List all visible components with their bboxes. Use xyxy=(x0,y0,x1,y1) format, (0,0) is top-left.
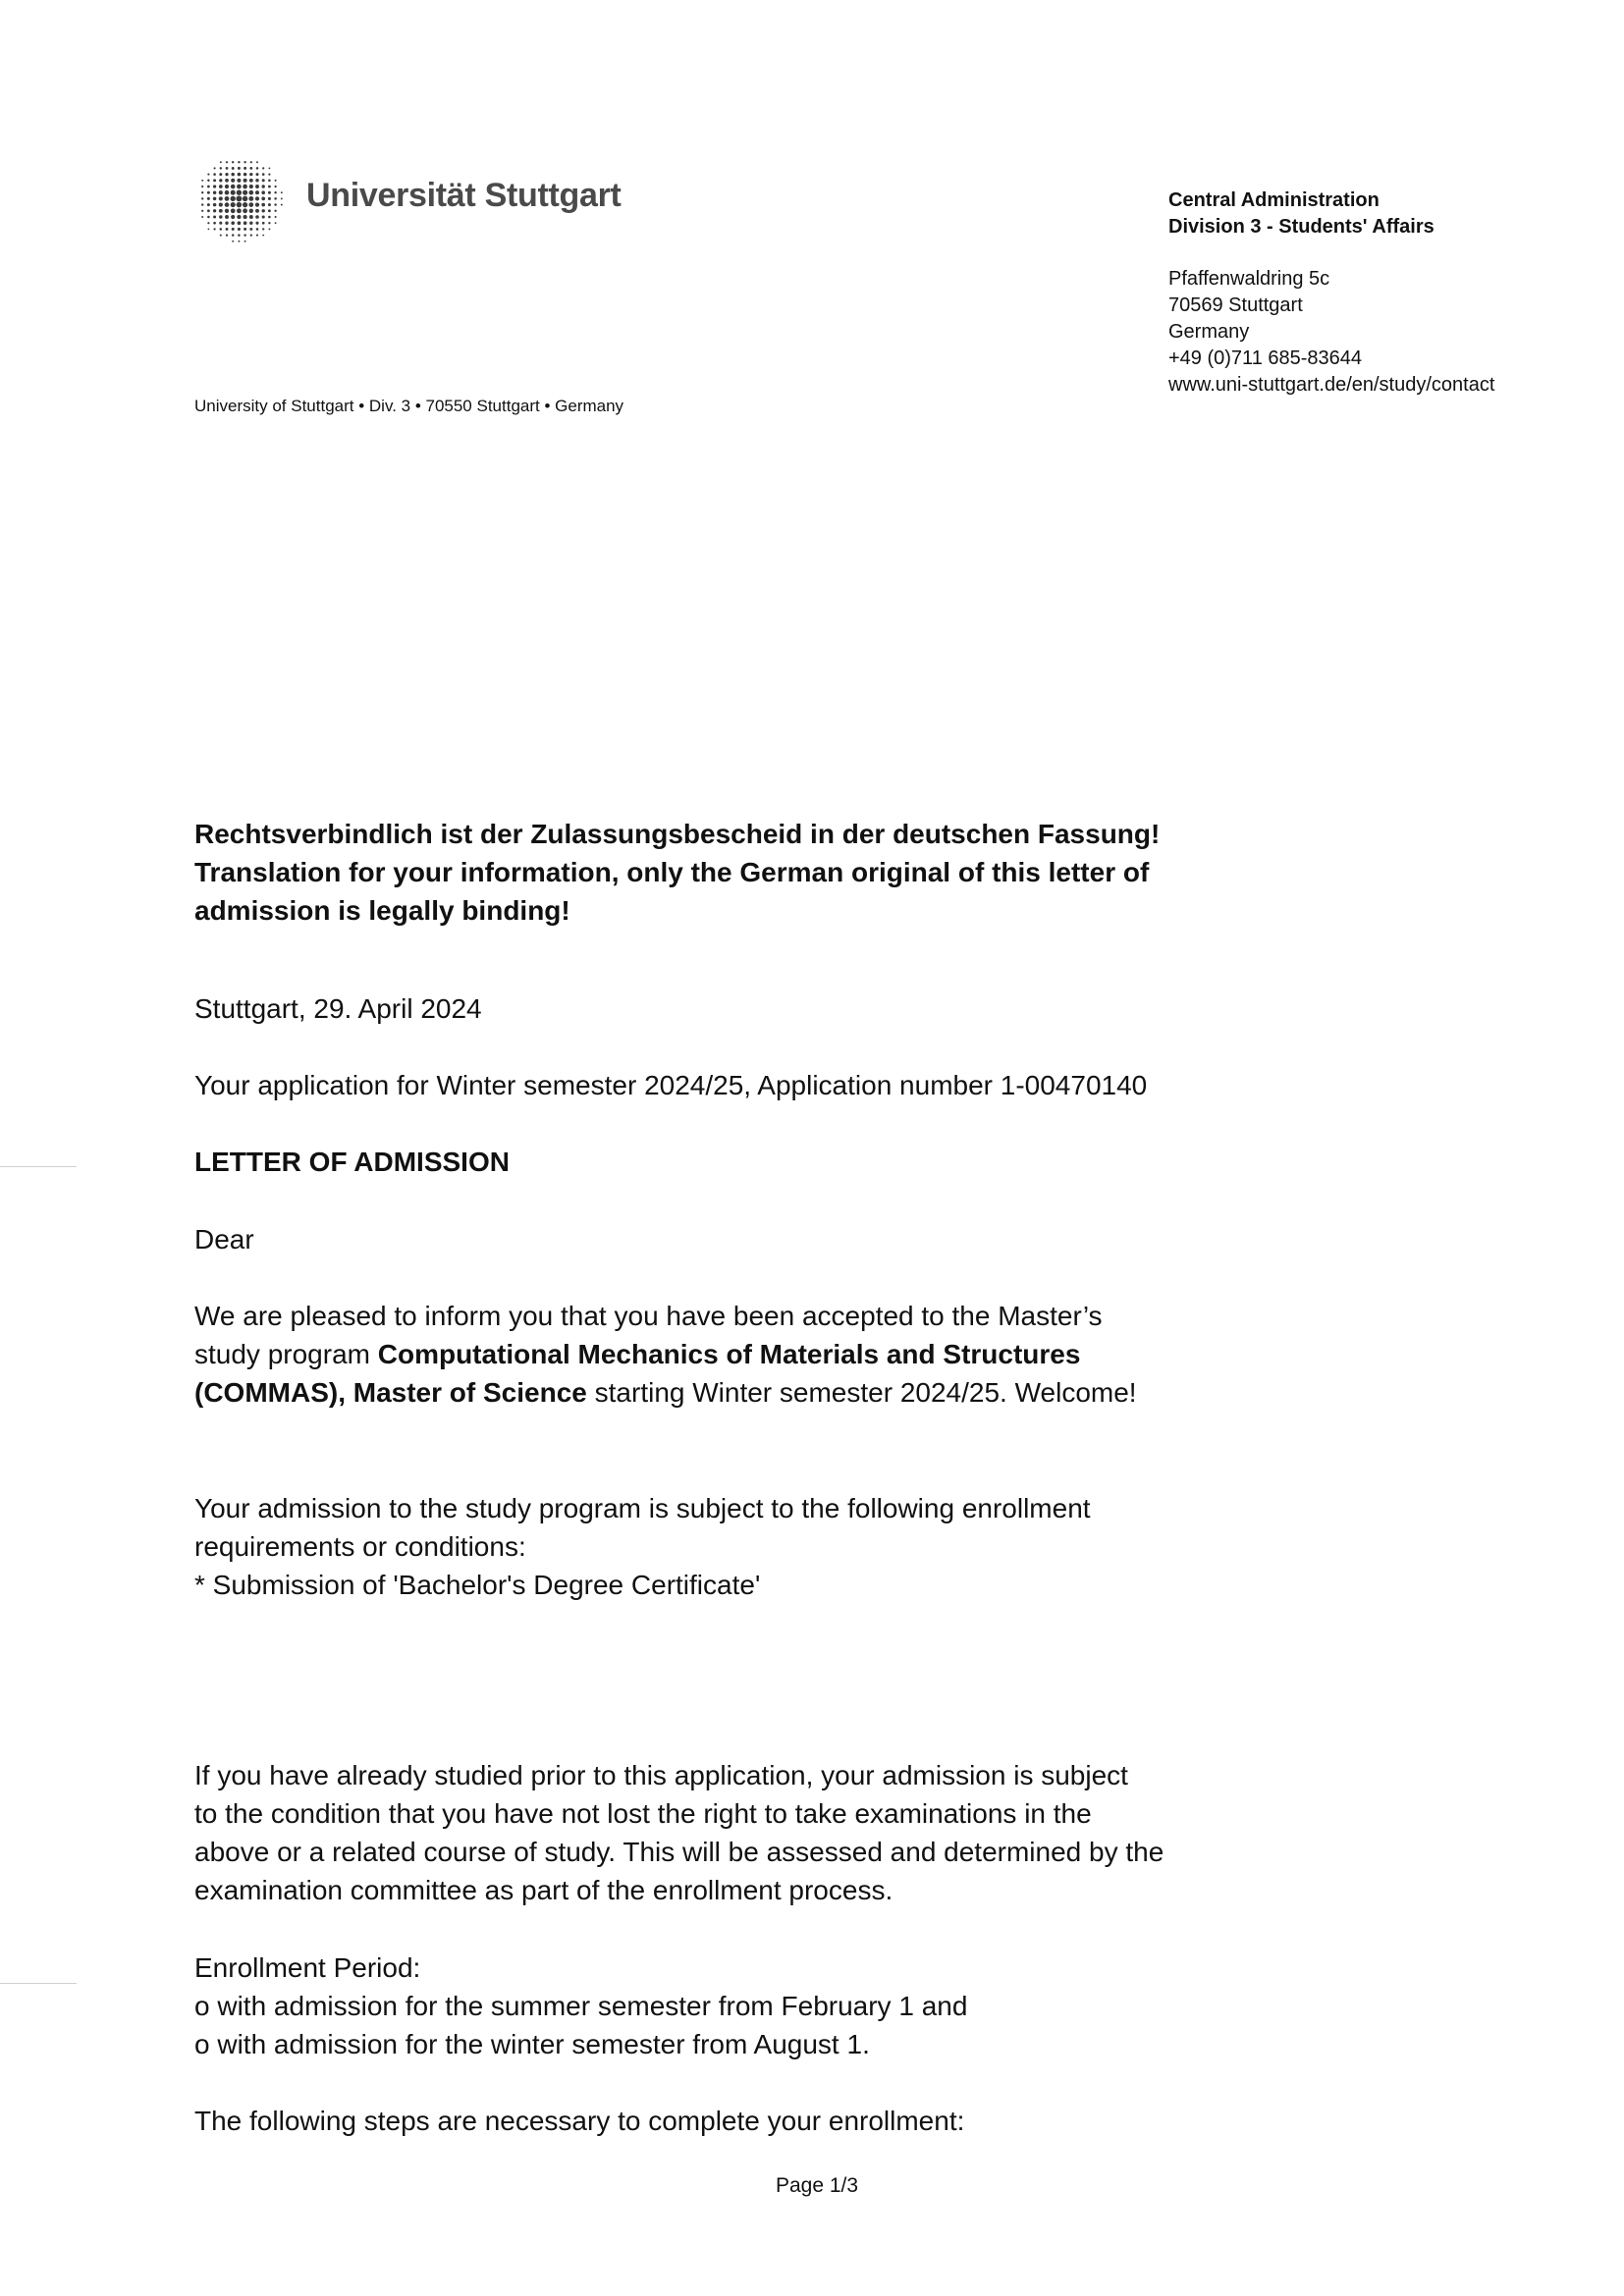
sender-org-line-2: Division 3 - Students' Affairs xyxy=(1168,216,1435,238)
enrollment-period-item: o with admission for the winter semester from August 1. xyxy=(194,2029,870,2059)
legal-notice-line: Rechtsverbindlich ist der Zulassungsbescheid in der deutschen Fassung! xyxy=(194,819,1161,849)
fold-mark-lower xyxy=(0,1983,77,1984)
dot-sphere-emblem-icon xyxy=(192,150,291,248)
university-wordmark: Universität Stuttgart xyxy=(306,177,622,214)
prior-study-line: examination committee as part of the enrollment process. xyxy=(194,1875,893,1905)
conditions-paragraph xyxy=(194,1489,1196,1604)
letter-title: LETTER OF ADMISSION xyxy=(194,1147,510,1177)
program-name-continued: (COMMAS), Master of Science xyxy=(194,1377,587,1408)
sender-country: Germany xyxy=(1168,321,1250,343)
condition-item: * Submission of 'Bachelor's Degree Certificate' xyxy=(194,1570,761,1600)
conditions-line: requirements or conditions: xyxy=(194,1531,526,1562)
prior-study-line: If you have already studied prior to this application, your admission is subject xyxy=(194,1760,1128,1790)
page-number: Page 1/3 xyxy=(775,2174,859,2197)
fold-mark-upper xyxy=(0,1166,77,1167)
sender-city: 70569 Stuttgart xyxy=(1168,294,1303,316)
prior-study-line: to the condition that you have not lost the right to take examinations in the xyxy=(194,1798,1092,1829)
program-name: Computational Mechanics of Materials and Structures xyxy=(377,1339,1081,1369)
prior-study-paragraph xyxy=(194,1756,1196,1909)
salutation: Dear xyxy=(194,1224,254,1255)
admission-line xyxy=(194,1373,1196,1412)
legal-notice-line: admission is legally binding! xyxy=(194,895,570,926)
sender-website: www.uni-stuttgart.de/en/study/contact xyxy=(1168,374,1495,396)
sender-street: Pfaffenwaldring 5c xyxy=(1168,268,1330,290)
application-reference: Your application for Winter semester 2024/25, Application number 1-00470140 xyxy=(194,1070,1148,1100)
admission-line: We are pleased to inform you that you have been accepted to the Master’s xyxy=(194,1301,1103,1331)
admission-text: starting Winter semester 2024/25. Welcome! xyxy=(586,1377,1137,1408)
admission-text: study program xyxy=(194,1339,378,1369)
prior-study-line: above or a related course of study. This will be assessed and determined by the xyxy=(194,1837,1164,1867)
sender-address-block xyxy=(1168,187,1494,399)
conditions-line: Your admission to the study program is subject to the following enrollment xyxy=(194,1493,1091,1523)
enrollment-steps-intro: The following steps are necessary to complete your enrollment: xyxy=(194,2106,965,2136)
admission-paragraph xyxy=(194,1297,1196,1412)
legal-notice xyxy=(194,815,1196,930)
admission-line xyxy=(194,1335,1196,1373)
enrollment-period-heading: Enrollment Period: xyxy=(194,1952,421,1983)
legal-notice-line: Translation for your information, only the German original of this letter of xyxy=(194,857,1150,887)
enrollment-period xyxy=(194,1949,1196,2063)
enrollment-period-item: o with admission for the summer semester from February 1 and xyxy=(194,1991,968,2021)
return-address-line: University of Stuttgart • Div. 3 • 70550 Stuttgart • Germany xyxy=(194,397,624,415)
sender-phone: +49 (0)711 685-83644 xyxy=(1168,347,1363,369)
letter-date: Stuttgart, 29. April 2024 xyxy=(194,993,482,1024)
sender-org-line-1: Central Administration xyxy=(1168,189,1380,211)
